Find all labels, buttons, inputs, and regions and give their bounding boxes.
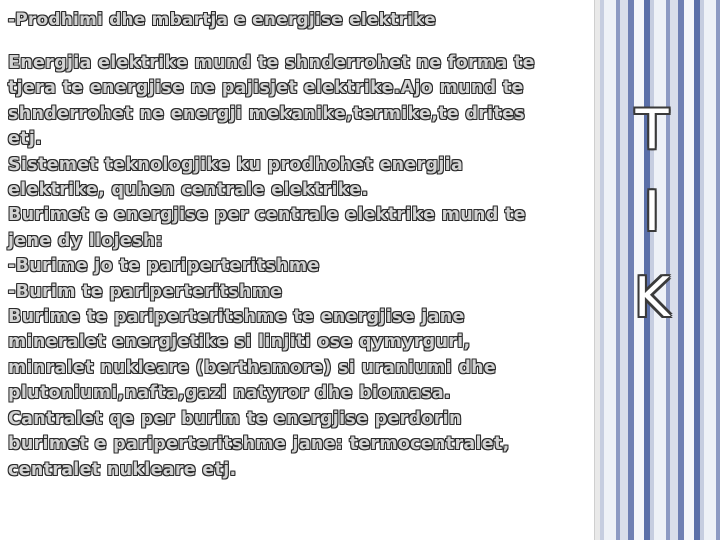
- body-line: burimet e pariperteritshme jane: termocentralet,: [8, 434, 510, 455]
- body-line: minralet nukleare (berthamore) si uraniumi dhe: [8, 357, 497, 378]
- slide-title: -Prodhimi dhe mbartja e energjise elektrike: [8, 10, 436, 30]
- body-line: -Burime jo te pariperteritshme: [8, 256, 320, 277]
- body-line: mineralet energjetike si linjiti ose qymyrguri,: [8, 332, 471, 353]
- body-line: centralet nukleare etj.: [8, 459, 237, 480]
- body-line: Sistemet teknologjike ku prodhohet energjia: [8, 154, 464, 175]
- body-line: Cantralet qe per burim te energjise perdorin: [8, 408, 462, 429]
- side-panel-divider: [594, 0, 600, 540]
- body-line: Burimet e energjise per centrale elektrike mund te: [8, 205, 526, 226]
- body-line: shnderrohet ne energji mekanike,termike,te drites: [8, 103, 525, 124]
- side-letter-t: T: [635, 98, 669, 161]
- body-line: plutoniumi,nafta,gazi natyror dhe biomasa.: [8, 383, 451, 404]
- body-line: jene dy llojesh:: [8, 230, 163, 251]
- body-line: elektrike, quhen centrale elektrike.: [8, 180, 369, 201]
- slide-body: [8, 51, 592, 483]
- side-letter-k: K: [634, 266, 670, 329]
- body-line: -Burim te pariperteritshme: [8, 281, 283, 302]
- body-line: Energjia elektrike mund te shnderrohet ne forma te: [8, 53, 535, 73]
- body-line: etj.: [8, 129, 43, 150]
- body-line: Burime te pariperteritshme te energjise jane: [8, 307, 465, 328]
- side-letter-i: I: [644, 180, 660, 243]
- body-line: tjera te energjise ne pajisjet elektrike.Ajo mund te: [8, 78, 524, 99]
